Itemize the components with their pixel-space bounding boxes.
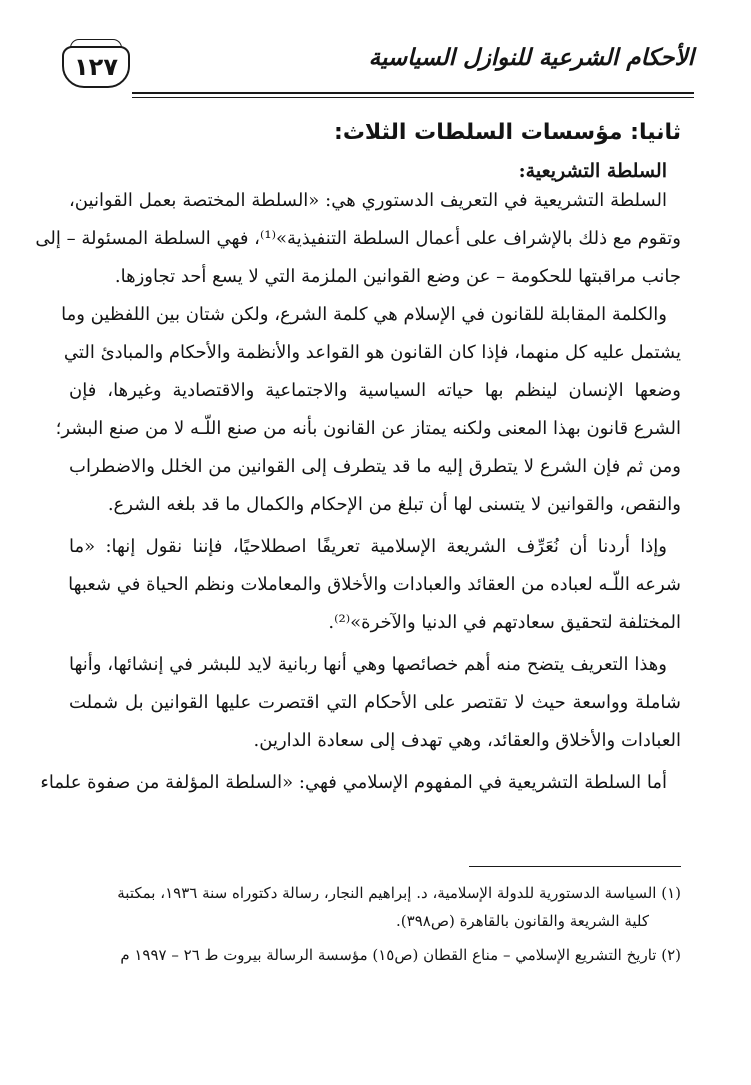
footnote-separator <box>469 866 681 867</box>
body-line: أما السلطة التشريعية في المفهوم الإسلامي فهي: «السلطة المؤلفة من صفوة علماء <box>40 772 667 793</box>
body-line: الشرع قانون بهذا المعنى ولكنه يمتاز عن القانون بأنه من صنع اللّـه لا من صنع البشر؛ <box>55 418 681 439</box>
page-number: ١٢٧ <box>74 53 118 81</box>
body-line: السلطة التشريعية في التعريف الدستوري هي: «السلطة المختصة بعمل القوانين، <box>69 190 668 211</box>
body-line: وإذا أردنا أن نُعَرِّف الشريعة الإسلامية تعريفًا اصطلاحيًا، فإننا نقول إنها: «ما <box>69 536 667 557</box>
header-rule-thin <box>132 97 694 98</box>
body-line: والكلمة المقابلة للقانون في الإسلام هي كلمة الشرع، ولكن شتان بين اللفظين وما <box>61 304 667 325</box>
section-title: ثانيا: مؤسسات السلطات الثلاث: <box>334 120 681 145</box>
page-number-frame <box>62 46 130 88</box>
header-rule <box>132 92 694 94</box>
body-line: وهذا التعريف يتضح منه أهم خصائصها وهي أنها ربانية لايد للبشر في إنشائها، وأنها <box>69 654 667 675</box>
body-line: شرعه اللّـه لعباده من العقائد والعبادات والأخلاق والمعاملات ونظم الحياة في شعبها <box>68 574 681 595</box>
subheading: السلطة التشريعية: <box>518 160 667 182</box>
body-line: المختلفة لتحقيق سعادتهم في الدنيا والآخرة»⁽²⁾. <box>328 612 681 633</box>
body-line: وتقوم مع ذلك بالإشراف على أعمال السلطة التنفيذية»⁽¹⁾، فهي السلطة المسئولة – إلى <box>35 228 681 249</box>
body-line: والنقص، والقوانين لا يتسنى لها أن تبلغ من الإحكام والكمال ما قد بلغه الشرع. <box>107 494 681 515</box>
running-title: الأحكام الشرعية للنوازل السياسية <box>368 44 694 71</box>
body-line: العبادات والأخلاق والعقائد، وهي تهدف إلى سعادة الدارين. <box>253 730 681 751</box>
body-line: يشتمل عليه كل منهما، فإذا كان القانون هو القواعد والأنظمة والأحكام والمبادئ التي <box>63 342 681 363</box>
page-header <box>62 40 694 102</box>
body-line: وضعها الإنسان لينظم بها حياته السياسية والاجتماعية والاقتصادية وغيرها، فإن <box>69 380 681 401</box>
body-line: ومن ثم فإن الشرع لا يتطرق إليه ما قد يتطرف إلى القوانين من الخلل والاضطراب <box>69 456 681 477</box>
footnote: (١) السياسة الدستورية للدولة الإسلامية، د. إبراهيم النجار، رسالة دكتوراه سنة ١٩٣٦، بمكتبة <box>117 884 681 902</box>
body-line: شاملة وواسعة حيث لا تقتصر على الأحكام التي اقتصرت عليها القوانين بل شملت <box>69 692 681 713</box>
footnote-continuation: كلية الشريعة والقانون بالقاهرة (ص٣٩٨). <box>396 912 649 930</box>
body-line: جانب مراقبتها للحكومة – عن وضع القوانين الملزمة التي لا يسع أحد تجاوزها. <box>114 266 681 287</box>
footnote: (٢) تاريخ التشريع الإسلامي – مناع القطان (ص١٥) مؤسسة الرسالة بيروت ط ٢٦ – ١٩٩٧ م <box>120 946 681 964</box>
